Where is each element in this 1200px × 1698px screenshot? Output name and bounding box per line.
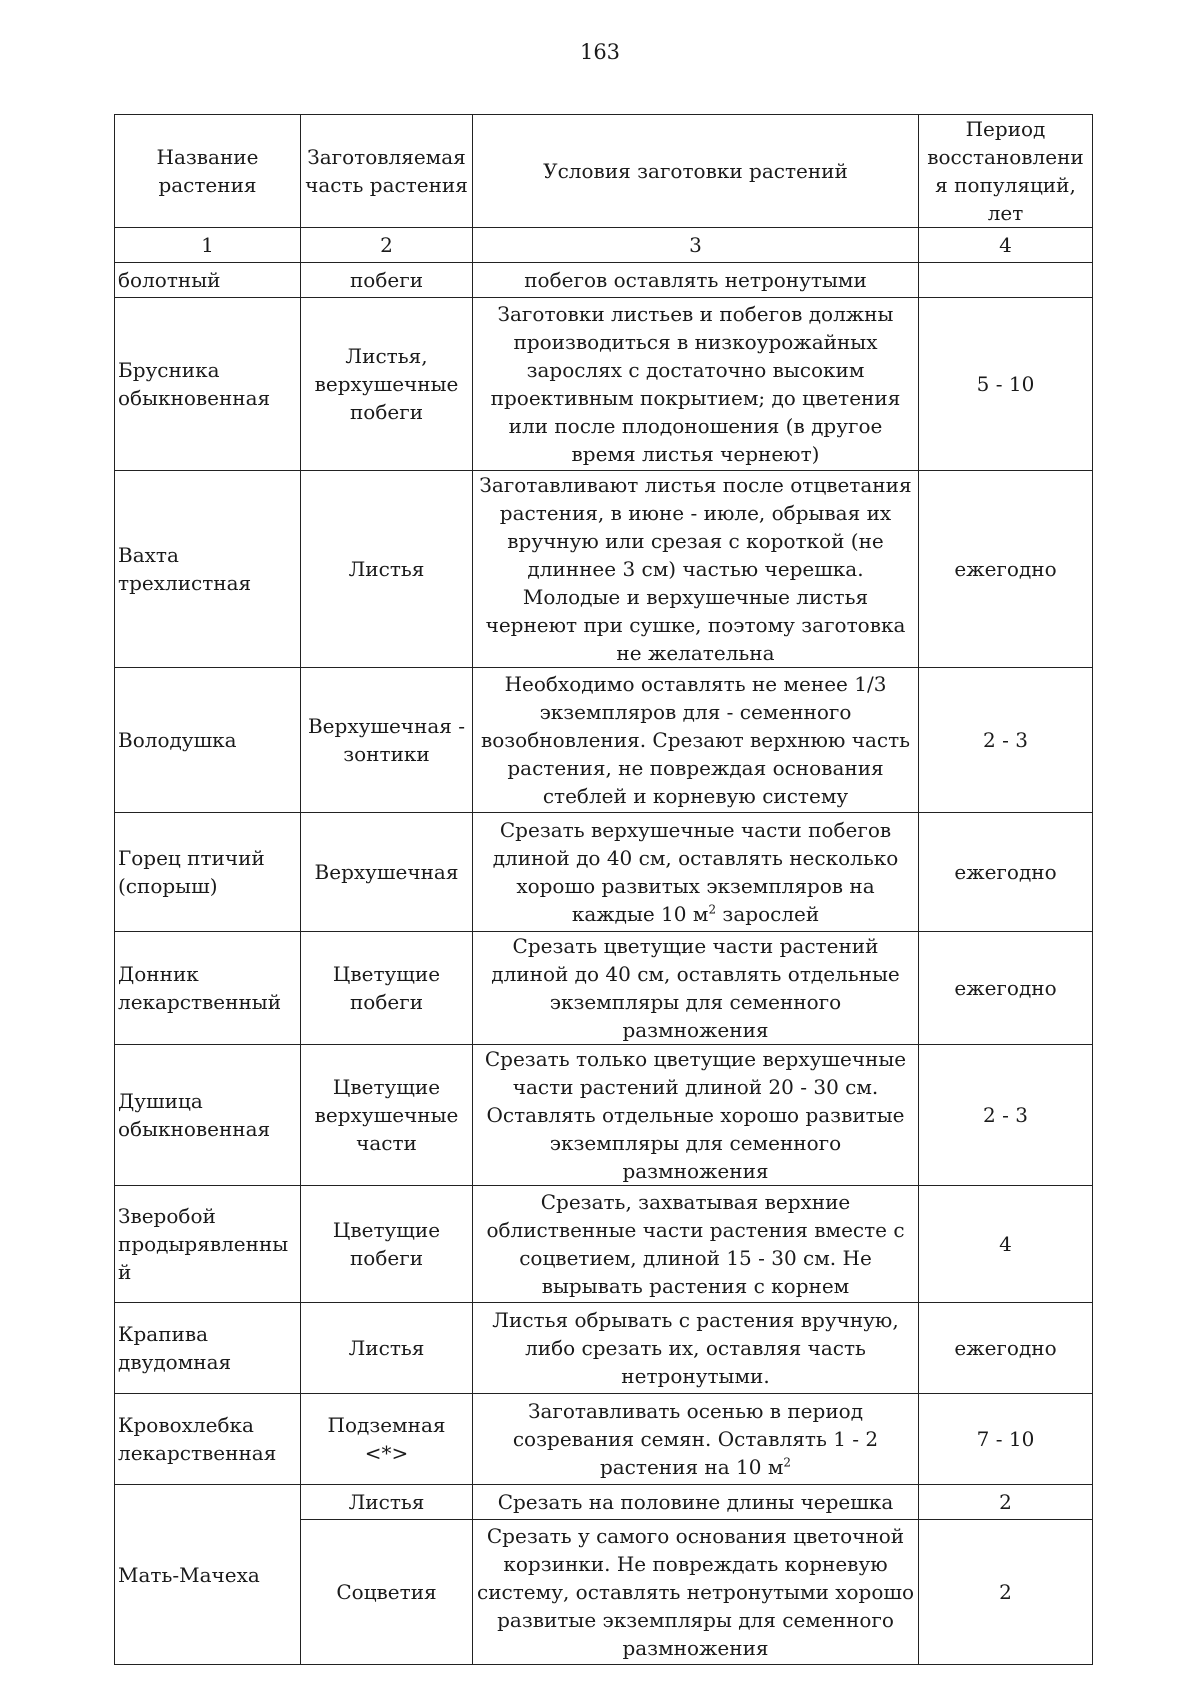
table-row — [115, 298, 1093, 471]
period-cell: 2 - 3 — [919, 1045, 1093, 1186]
plant-name-cell: Крапива двудомная — [115, 1303, 301, 1394]
plant-name-cell: Мать-Мачеха — [115, 1485, 301, 1665]
plant-name-cell: Вахта трехлистная — [115, 471, 301, 668]
plant-name-cell: Горец птичий (спорыш) — [115, 813, 301, 932]
plant-name-cell: Кровохлебка лекарственная — [115, 1394, 301, 1485]
table-row — [115, 813, 1093, 932]
conditions-text: Заготавливать осенью в период созревания семян. Оставлять 1 - 2 растения на 10 м — [512, 1399, 879, 1479]
conditions-cell: Срезать цветущие части растений длиной до 40 см, оставлять отдельные экземпляры для семенного размножения — [473, 932, 919, 1045]
table-row — [115, 1394, 1093, 1485]
period-cell: 4 — [919, 1186, 1093, 1303]
table-row — [115, 263, 1093, 298]
conditions-text-tail: зарослей — [716, 902, 820, 926]
header-recovery-period: Период восстановления популяций, лет — [919, 115, 1093, 228]
conditions-cell: Срезать только цветущие верхушечные части растений длиной 20 - 30 см. Оставлять отдельные хорошо развитые экземпляры для семенного размножения — [473, 1045, 919, 1186]
table-row — [115, 932, 1093, 1045]
plant-part-cell: Листья — [301, 1485, 473, 1520]
plant-part-cell: Подземная <*> — [301, 1394, 473, 1485]
plant-name-cell: Володушка — [115, 668, 301, 813]
plant-name-cell: Душица обыкновенная — [115, 1045, 301, 1186]
conditions-cell: побегов оставлять нетронутыми — [473, 263, 919, 298]
plant-part-cell: Листья, верхушечные побеги — [301, 298, 473, 471]
period-cell — [919, 263, 1093, 298]
column-number: 1 — [115, 228, 301, 263]
header-harvest-conditions: Условия заготовки растений — [473, 115, 919, 228]
period-cell: ежегодно — [919, 471, 1093, 668]
plant-name-cell: болотный — [115, 263, 301, 298]
table-row — [115, 471, 1093, 668]
period-cell: 2 — [919, 1520, 1093, 1665]
table-row — [115, 668, 1093, 813]
period-cell: 2 — [919, 1485, 1093, 1520]
header-harvested-part: Заготовляемая часть растения — [301, 115, 473, 228]
plant-part-cell: Цветущие побеги — [301, 1186, 473, 1303]
plant-name-cell: Донник лекарственный — [115, 932, 301, 1045]
conditions-cell: Заготовки листьев и побегов должны производиться в низкоурожайных зарослях с достаточно высоким проективным покрытием; до цветения или после плодоношения (в другое время листья чернеют) — [473, 298, 919, 471]
column-number: 2 — [301, 228, 473, 263]
period-cell: ежегодно — [919, 1303, 1093, 1394]
plant-part-cell: Листья — [301, 471, 473, 668]
column-numbers-row — [115, 228, 1093, 263]
conditions-text: Срезать верхушечные части побегов длиной до 40 см, оставлять несколько хорошо развитых экземпляров на каждые 10 м — [492, 818, 899, 926]
plant-name-cell: Брусника обыкновенная — [115, 298, 301, 471]
period-cell: 2 - 3 — [919, 668, 1093, 813]
table-row — [115, 1303, 1093, 1394]
conditions-cell: Срезать, захватывая верхние облиственные части растения вместе с соцветием, длиной 15 - 30 см. Не вырывать растения с корнем — [473, 1186, 919, 1303]
plant-part-cell: Цветущие побеги — [301, 932, 473, 1045]
column-number: 3 — [473, 228, 919, 263]
conditions-cell — [473, 813, 919, 932]
table-header-row — [115, 115, 1093, 228]
plant-part-cell: побеги — [301, 263, 473, 298]
plant-part-cell: Листья — [301, 1303, 473, 1394]
plant-name-cell: Зверобой продырявленный — [115, 1186, 301, 1303]
column-number: 4 — [919, 228, 1093, 263]
conditions-cell: Необходимо оставлять не менее 1/3 экземпляров для - семенного возобновления. Срезают верхнюю часть растения, не повреждая основания стеблей и корневую систему — [473, 668, 919, 813]
period-cell: ежегодно — [919, 932, 1093, 1045]
table-row — [115, 1485, 1093, 1520]
page-number: 163 — [579, 40, 621, 64]
table-row — [115, 1186, 1093, 1303]
plant-part-cell: Верхушечная — [301, 813, 473, 932]
conditions-cell: Срезать на половине длины черешка — [473, 1485, 919, 1520]
conditions-cell: Срезать у самого основания цветочной корзинки. Не повреждать корневую систему, оставлять нетронутыми хорошо развитые экземпляры для семенного размножения — [473, 1520, 919, 1665]
plant-harvest-table — [114, 114, 1093, 1665]
period-cell: 5 - 10 — [919, 298, 1093, 471]
period-cell: ежегодно — [919, 813, 1093, 932]
superscript: 2 — [708, 902, 717, 917]
period-cell: 7 - 10 — [919, 1394, 1093, 1485]
plant-part-cell: Цветущие верхушечные части — [301, 1045, 473, 1186]
conditions-cell — [473, 1394, 919, 1485]
table-row — [115, 1045, 1093, 1186]
superscript: 2 — [783, 1455, 792, 1470]
conditions-cell: Заготавливают листья после отцветания растения, в июне - июле, обрывая их вручную или срезая с короткой (не длиннее 3 см) частью черешка. Молодые и верхушечные листья чернеют при сушке, поэтому заготовка не желательна — [473, 471, 919, 668]
plant-part-cell: Верхушечная - зонтики — [301, 668, 473, 813]
header-plant-name: Название растения — [115, 115, 301, 228]
conditions-cell: Листья обрывать с растения вручную, либо срезать их, оставляя часть нетронутыми. — [473, 1303, 919, 1394]
plant-part-cell: Соцветия — [301, 1520, 473, 1665]
